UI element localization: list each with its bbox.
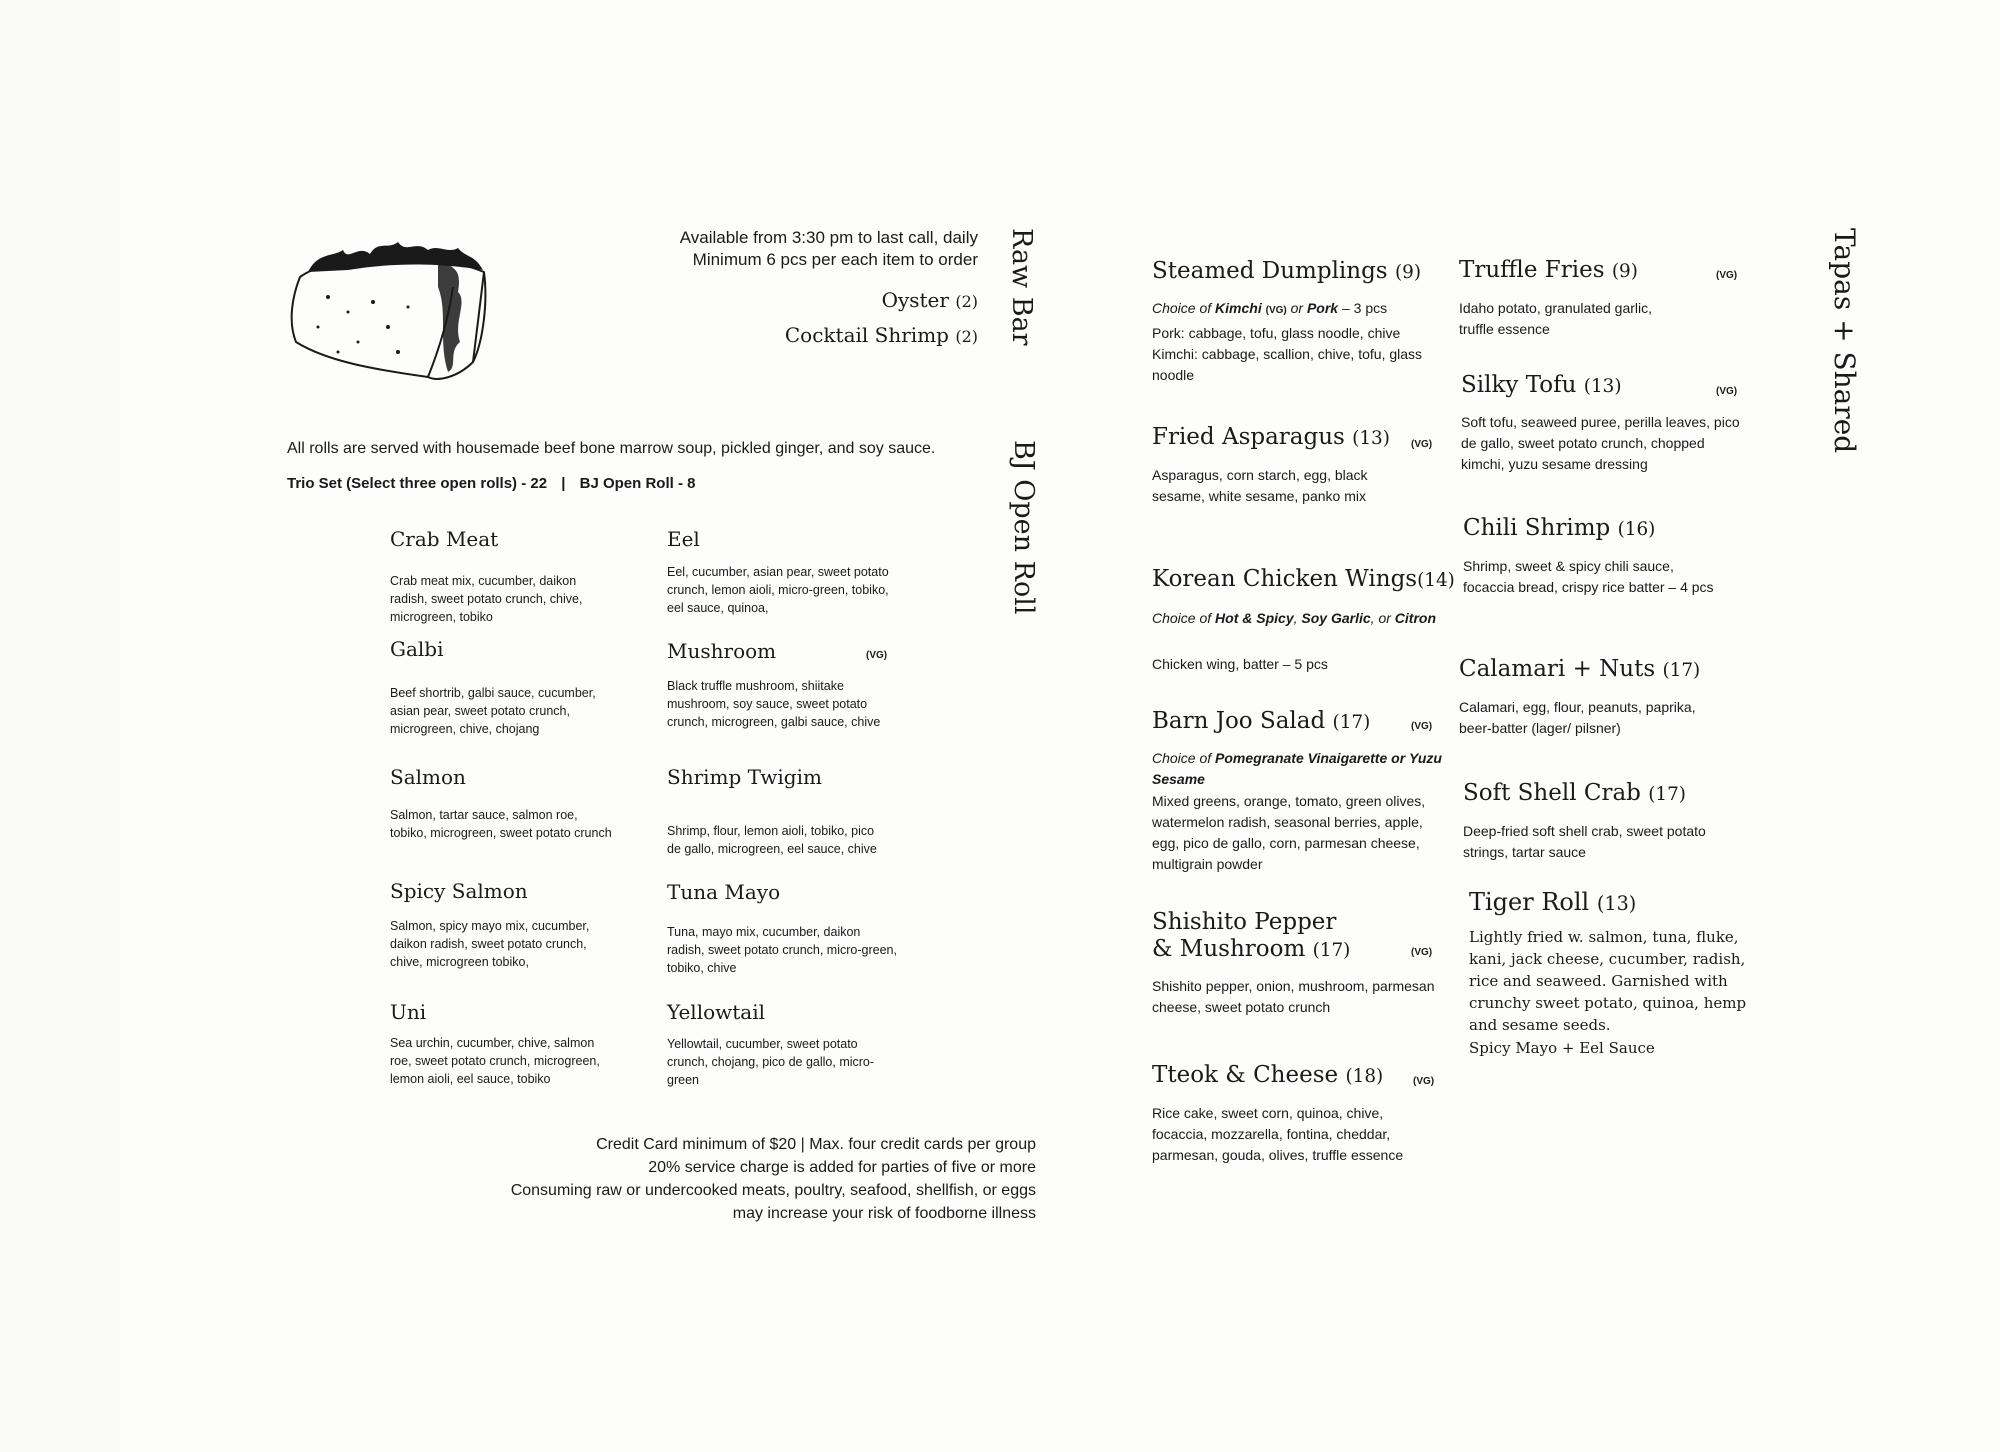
roll-desc-tuna-mayo: Tuna, mayo mix, cucumber, daikon radish, sweet potato crunch, micro-green, tobiko, chive — [667, 925, 897, 975]
tapas-desc: Soft tofu, seaweed puree, perilla leaves, pico de gallo, sweet potato crunch, chopped kimchi, yuzu sesame dressing — [1461, 414, 1740, 472]
choice-sep: , — [1293, 610, 1298, 626]
roll-name-eel: Eel — [667, 527, 700, 551]
tapas-desc: Asparagus, corn starch, egg, black sesame, white sesame, panko mix — [1152, 467, 1368, 504]
tapas-desc: Calamari, egg, flour, peanuts, paprika, beer-batter (lager/ pilsner) — [1459, 699, 1696, 736]
tapas-desc: Deep-fried soft shell crab, sweet potato strings, tartar sauce — [1463, 823, 1706, 860]
choice-kimchi: Kimchi — [1215, 300, 1262, 316]
raw-bar-heading: Raw Bar — [1006, 228, 1037, 346]
tapas-desc: Shrimp, sweet & spicy chili sauce, focaccia bread, crispy rice batter – 4 pcs — [1463, 558, 1714, 595]
tapas-desc: Rice cake, sweet corn, quinoa, chive, focaccia, mozzarella, fontina, cheddar, parmesan, gouda, olives, truffle essence — [1152, 1105, 1404, 1163]
roll-tag-mushroom: (VG) — [866, 650, 888, 661]
tapas-price: (17) — [1332, 712, 1371, 733]
tapas-price: (18) — [1345, 1066, 1384, 1087]
tapas-name: Soft Shell Crab — [1463, 780, 1641, 806]
tapas-price: (9) — [1394, 262, 1421, 283]
raw-bar-item-price: (2) — [955, 327, 978, 346]
choice-citron: Citron — [1394, 610, 1437, 626]
raw-bar-minimum: Minimum 6 pcs per each item to order — [692, 250, 978, 269]
roll-name-crab-meat: Crab Meat — [390, 527, 499, 551]
tapas-desc: Chicken wing, batter – 5 pcs — [1152, 656, 1328, 672]
pricing-separator: | — [561, 475, 566, 492]
choice-prefix: Choice of — [1152, 610, 1212, 626]
roll-desc-crab-meat: Crab meat mix, cucumber, daikon radish, sweet potato crunch, chive, microgreen, tobiko — [390, 574, 583, 624]
raw-bar-item-cocktail-shrimp — [785, 323, 978, 347]
tapas-name: Tiger Roll — [1469, 888, 1590, 916]
tapas-name: Truffle Fries — [1459, 257, 1605, 283]
tapas-price: (13) — [1352, 428, 1390, 449]
tapas-price: (17) — [1648, 784, 1686, 805]
open-roll-pricing — [287, 475, 695, 492]
trio-set-price: Trio Set (Select three open rolls) - 22 — [287, 475, 548, 492]
tapas-item-tiger-roll — [1469, 889, 1636, 917]
tapas-item-barn-joo-salad — [1152, 708, 1370, 736]
footer-line: Credit Card minimum of $20 | Max. four credit cards per group — [596, 1136, 1036, 1153]
dumplings-desc-pork: Pork: cabbage, tofu, glass noodle, chive — [1152, 325, 1401, 341]
tapas-item-silky-tofu — [1461, 372, 1622, 400]
tapas-item-calamari — [1459, 656, 1700, 684]
choice-pork: Pork — [1306, 300, 1339, 316]
footer-line: Consuming raw or undercooked meats, poultry, seafood, shellfish, or eggs — [510, 1182, 1036, 1199]
tiger-roll-sauce: Spicy Mayo + Eel Sauce — [1469, 1039, 1655, 1057]
tapas-price: (17) — [1662, 660, 1701, 681]
tapas-name: Chili Shrimp — [1463, 515, 1611, 541]
open-roll-illustration-icon — [288, 232, 493, 392]
wings-choice — [1152, 608, 1442, 629]
open-roll-price: BJ Open Roll - 8 — [579, 475, 696, 492]
roll-name-uni: Uni — [390, 1000, 427, 1024]
tapas-tag: (VG) — [1413, 1076, 1435, 1087]
tapas-price: (17) — [1312, 940, 1351, 961]
choice-suffix: – 3 pcs — [1341, 300, 1388, 316]
tapas-name-line: & Mushroom — [1152, 936, 1306, 962]
tapas-tag: (VG) — [1411, 947, 1433, 958]
salad-choice — [1152, 748, 1442, 790]
footer-line: 20% service charge is added for parties of five or more — [648, 1159, 1036, 1176]
tapas-item-korean-chicken-wings — [1152, 566, 1455, 594]
tapas-item-truffle-fries — [1459, 257, 1638, 285]
tapas-tag: (VG) — [1716, 386, 1738, 397]
open-roll-intro: All rolls are served with housemade beef bone marrow soup, pickled ginger, and soy sauce. — [287, 440, 936, 457]
raw-bar-info — [680, 227, 978, 271]
tapas-item-steamed-dumplings — [1152, 258, 1421, 286]
tapas-item-shishito — [1152, 909, 1350, 964]
choice-sep: , or — [1370, 610, 1391, 626]
tapas-price: (9) — [1611, 261, 1638, 282]
tapas-heading: Tapas + Shared — [1828, 228, 1861, 454]
raw-bar-item-name: Cocktail Shrimp — [784, 323, 949, 347]
tapas-price: (13) — [1596, 892, 1637, 915]
choice-yuzu-sesame: Yuzu Sesame — [1152, 750, 1442, 787]
tapas-name: Steamed Dumplings — [1152, 258, 1388, 284]
roll-name-shrimp-twigim: Shrimp Twigim — [667, 765, 822, 789]
dumplings-desc — [1152, 323, 1432, 386]
choice-kimchi-tag: (VG) — [1265, 305, 1287, 316]
roll-name-mushroom: Mushroom — [667, 639, 777, 663]
tapas-price: (13) — [1583, 376, 1622, 397]
dumplings-choice — [1152, 298, 1387, 321]
open-roll-heading: BJ Open Roll — [1008, 440, 1039, 615]
roll-desc-uni: Sea urchin, cucumber, chive, salmon roe, sweet potato crunch, microgreen, lemon aioli, eel sauce, tobiko — [390, 1036, 600, 1086]
raw-bar-availability: Available from 3:30 pm to last call, daily — [679, 228, 978, 247]
roll-name-tuna-mayo: Tuna Mayo — [667, 880, 781, 904]
tapas-price: (16) — [1617, 519, 1656, 540]
tapas-item-soft-shell-crab — [1463, 780, 1686, 808]
tapas-name: Fried Asparagus — [1152, 424, 1345, 450]
choice-pomegranate: Pomegranate Vinaigarette — [1215, 750, 1388, 766]
choice-prefix: Choice of — [1152, 300, 1212, 316]
roll-desc-shrimp-twigim: Shrimp, flour, lemon aioli, tobiko, pico de gallo, microgreen, eel sauce, chive — [667, 824, 877, 856]
roll-name-spicy-salmon: Spicy Salmon — [390, 879, 528, 903]
tapas-item-fried-asparagus — [1152, 424, 1390, 452]
raw-bar-item-name: Oyster — [881, 288, 949, 312]
choice-or: or — [1290, 300, 1304, 316]
tapas-name: Calamari + Nuts — [1459, 656, 1656, 682]
tiger-roll-desc: Lightly fried w. salmon, tuna, fluke, kani, jack cheese, cucumber, radish, rice and seaweed. Garnished with crunchy sweet potato, quinoa, hemp and sesame seeds. — [1469, 928, 1747, 1034]
tapas-item-chili-shrimp — [1463, 515, 1655, 543]
choice-hot-spicy: Hot & Spicy — [1215, 610, 1294, 626]
tapas-item-tteok-cheese — [1152, 1062, 1383, 1090]
choice-sep: or — [1391, 750, 1406, 766]
tapas-desc: Mixed greens, orange, tomato, green olives, watermelon radish, seasonal berries, apple, egg, pico de gallo, corn, parmesan cheese, multigrain powder — [1152, 793, 1426, 872]
tapas-desc: Idaho potato, granulated garlic, truffle essence — [1459, 300, 1653, 337]
tapas-price: (14) — [1417, 570, 1455, 591]
tapas-tag: (VG) — [1716, 270, 1738, 281]
roll-desc-salmon: Salmon, tartar sauce, salmon roe, tobiko, microgreen, sweet potato crunch — [390, 808, 612, 840]
tapas-name: Korean Chicken Wings — [1152, 566, 1418, 592]
tapas-name: Silky Tofu — [1461, 372, 1577, 398]
tapas-name: Tteok & Cheese — [1152, 1062, 1339, 1088]
raw-bar-item-price: (2) — [955, 292, 978, 311]
roll-name-yellowtail: Yellowtail — [667, 1000, 766, 1024]
roll-name-galbi: Galbi — [390, 637, 444, 661]
tapas-name-line: Shishito Pepper — [1152, 909, 1337, 935]
tapas-desc: Shishito pepper, onion, mushroom, parmesan cheese, sweet potato crunch — [1152, 978, 1435, 1015]
menu-footer — [511, 1133, 1036, 1225]
tapas-tag: (VG) — [1411, 439, 1433, 450]
tapas-name: Barn Joo Salad — [1152, 708, 1326, 734]
roll-desc-spicy-salmon: Salmon, spicy mayo mix, cucumber, daikon radish, sweet potato crunch, chive, microgreen tobiko, — [390, 919, 590, 969]
roll-name-salmon: Salmon — [390, 765, 466, 789]
roll-desc-galbi: Beef shortrib, galbi sauce, cucumber, asian pear, sweet potato crunch, microgreen, chive, chojang — [390, 686, 596, 736]
footer-line: may increase your risk of foodborne illness — [732, 1205, 1036, 1222]
choice-prefix: Choice of — [1152, 750, 1212, 766]
roll-desc-eel: Eel, cucumber, asian pear, sweet potato crunch, lemon aioli, micro-green, tobiko, eel sauce, quinoa, — [667, 565, 889, 615]
raw-bar-item-oyster — [882, 288, 978, 312]
dumplings-desc-kimchi: Kimchi: cabbage, scallion, chive, tofu, glass noodle — [1152, 346, 1423, 383]
choice-soy-garlic: Soy Garlic — [1301, 610, 1371, 626]
roll-desc-mushroom: Black truffle mushroom, shiitake mushroom, soy sauce, sweet potato crunch, microgreen, galbi sauce, chive — [667, 679, 881, 729]
tapas-tag: (VG) — [1411, 721, 1433, 732]
roll-desc-yellowtail: Yellowtail, cucumber, sweet potato crunch, chojang, pico de gallo, micro-green — [667, 1037, 875, 1087]
